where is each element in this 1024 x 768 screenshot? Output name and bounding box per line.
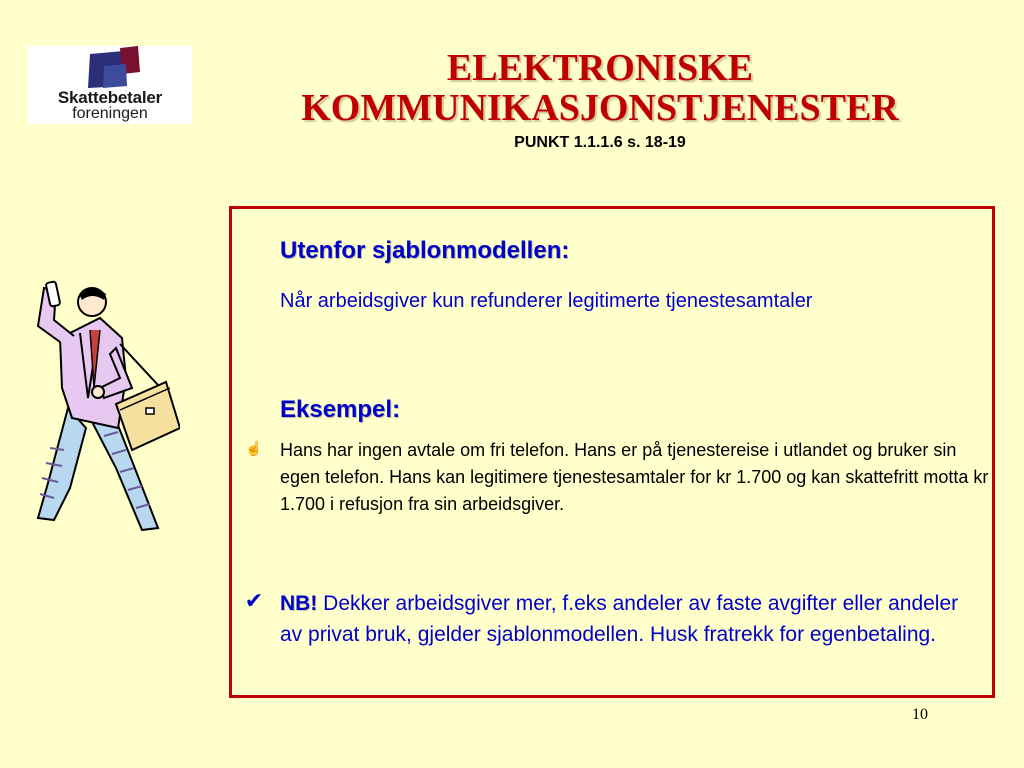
nb-label: NB! <box>280 592 318 615</box>
logo-mark-icon <box>28 46 192 90</box>
slide-title <box>200 48 1000 152</box>
heading-example: Eksempel: <box>280 396 401 423</box>
paragraph-refund-condition: Når arbeidsgiver kun refunderer legitimerte tjenestesamtaler <box>280 290 813 312</box>
page-number: 10 <box>912 706 928 723</box>
heading-outside-template-model: Utenfor sjablonmodellen: <box>280 237 570 264</box>
checkmark-icon: ✔ <box>244 589 264 614</box>
hand-pointer-icon: ☝ <box>245 440 263 456</box>
businessman-phone-clipart-icon <box>20 278 180 538</box>
nb-bullet <box>280 588 960 650</box>
example-bullet-text: Hans har ingen avtale om fri telefon. Hans er på tjenestereise i utlandet og bruker sin egen telefon. Hans kan legitimere tjenestesamtaler for kr 1.700 og kan skattefritt motta kr 1.700 i refusjon fra sin arbeidsgiver. <box>280 440 989 514</box>
skattebetaler-logo <box>28 46 192 124</box>
title-line1: ELEKTRONISKE <box>446 47 754 89</box>
title-line2: KOMMUNIKASJONSTJENESTER <box>301 87 899 129</box>
slide-subtitle: PUNKT 1.1.1.6 s. 18-19 <box>514 134 686 151</box>
logo-text-line2: foreningen <box>72 105 148 122</box>
nb-bullet-text: Dekker arbeidsgiver mer, f.eks andeler av faste avgifter eller andeler av privat bruk, gjelder sjablonmodellen. Husk fratrekk for egenbetaling. <box>280 592 959 646</box>
logo-text-line1: Skattebetaler <box>57 88 163 107</box>
